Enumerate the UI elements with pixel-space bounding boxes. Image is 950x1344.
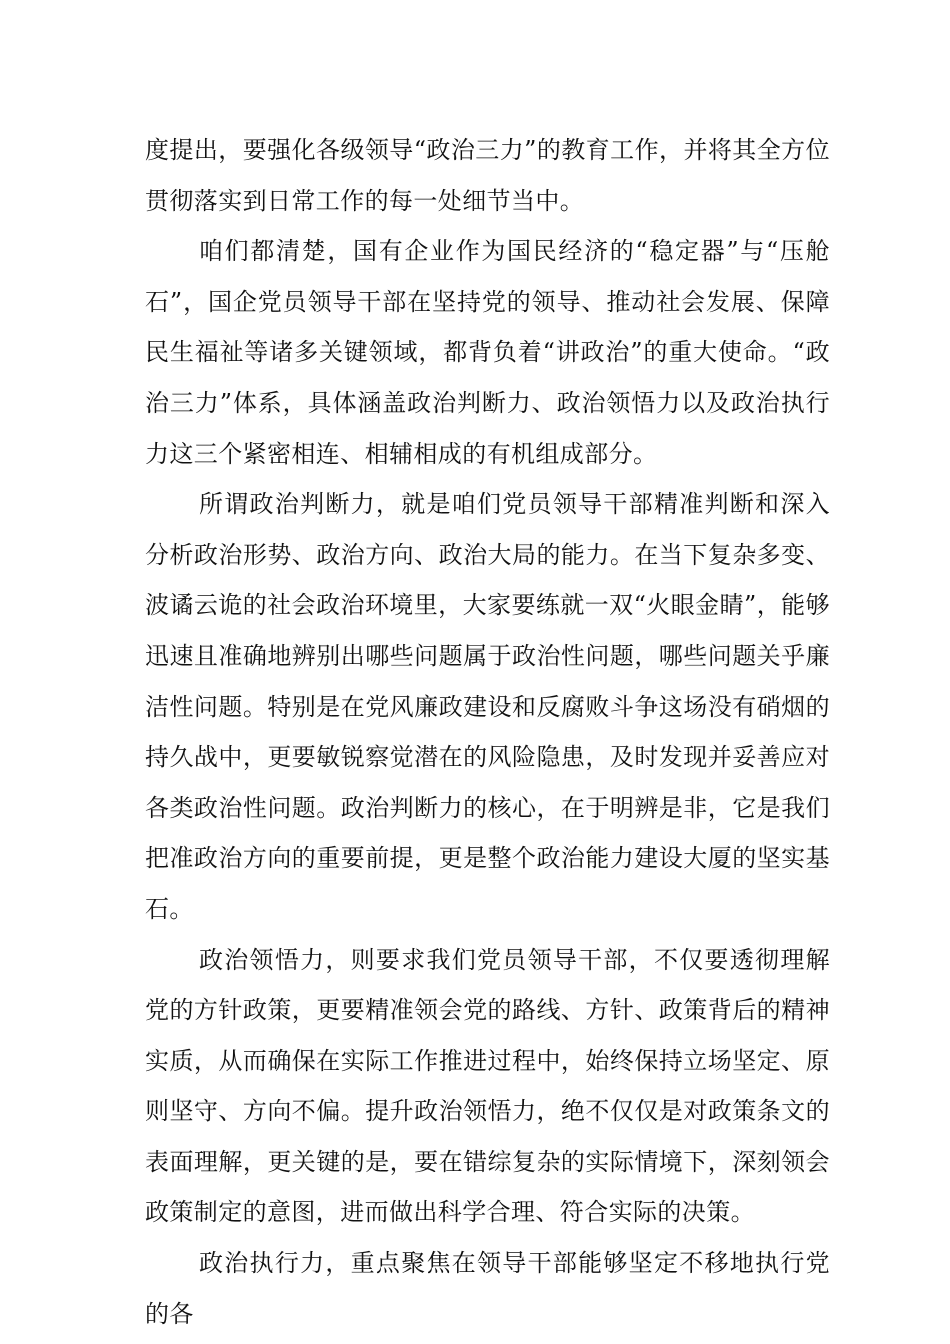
paragraph-political-judgment: 所谓政治判断力，就是咱们党员领导干部精准判断和深入分析政治形势、政治方向、政治大局的能力。在当下复杂多变、波谲云诡的社会政治环境里，大家要练就一双“火眼金睛”，能够迅速且准确地辨别出哪些问题属于政治性问题，哪些问题关乎廉洁性问题。特别是在党风廉政建设和反腐败斗争这场没有硝烟的持久战中，更要敏锐察觉潜在的风险隐患，及时发现并妥善应对各类政治性问题。政治判断力的核心，在于明辨是非，它是我们把准政治方向的重要前提，更是整个政治能力建设大厦的坚实基石。 — [145, 490, 830, 923]
document-body — [145, 125, 830, 1339]
paragraph-continuation: 度提出，要强化各级领导“政治三力”的教育工作，并将其全方位贯彻落实到日常工作的每一处细节当中。 — [145, 136, 830, 215]
paragraph-state-enterprise: 咱们都清楚，国有企业作为国民经济的“稳定器”与“压舱石”，国企党员领导干部在坚持党的领导、推动社会发展、保障民生福祉等诸多关键领域，都背负着“讲政治”的重大使命。“政治三力”体系，具体涵盖政治判断力、政治领悟力以及政治执行力这三个紧密相连、相辅相成的有机组成部分。 — [145, 237, 830, 468]
paragraph-political-comprehension: 政治领悟力，则要求我们党员领导干部，不仅要透彻理解党的方针政策，更要精准领会党的路线、方针、政策背后的精神实质，从而确保在实际工作推进过程中，始终保持立场坚定、原则坚守、方向不偏。提升政治领悟力，绝不仅仅是对政策条文的表面理解，更关键的是，要在错综复杂的实际情境下，深刻领会政策制定的意图，进而做出科学合理、符合实际的决策。 — [145, 945, 830, 1227]
paragraph-political-execution: 政治执行力，重点聚焦在领导干部能够坚定不移地执行党的各 — [145, 1249, 830, 1328]
